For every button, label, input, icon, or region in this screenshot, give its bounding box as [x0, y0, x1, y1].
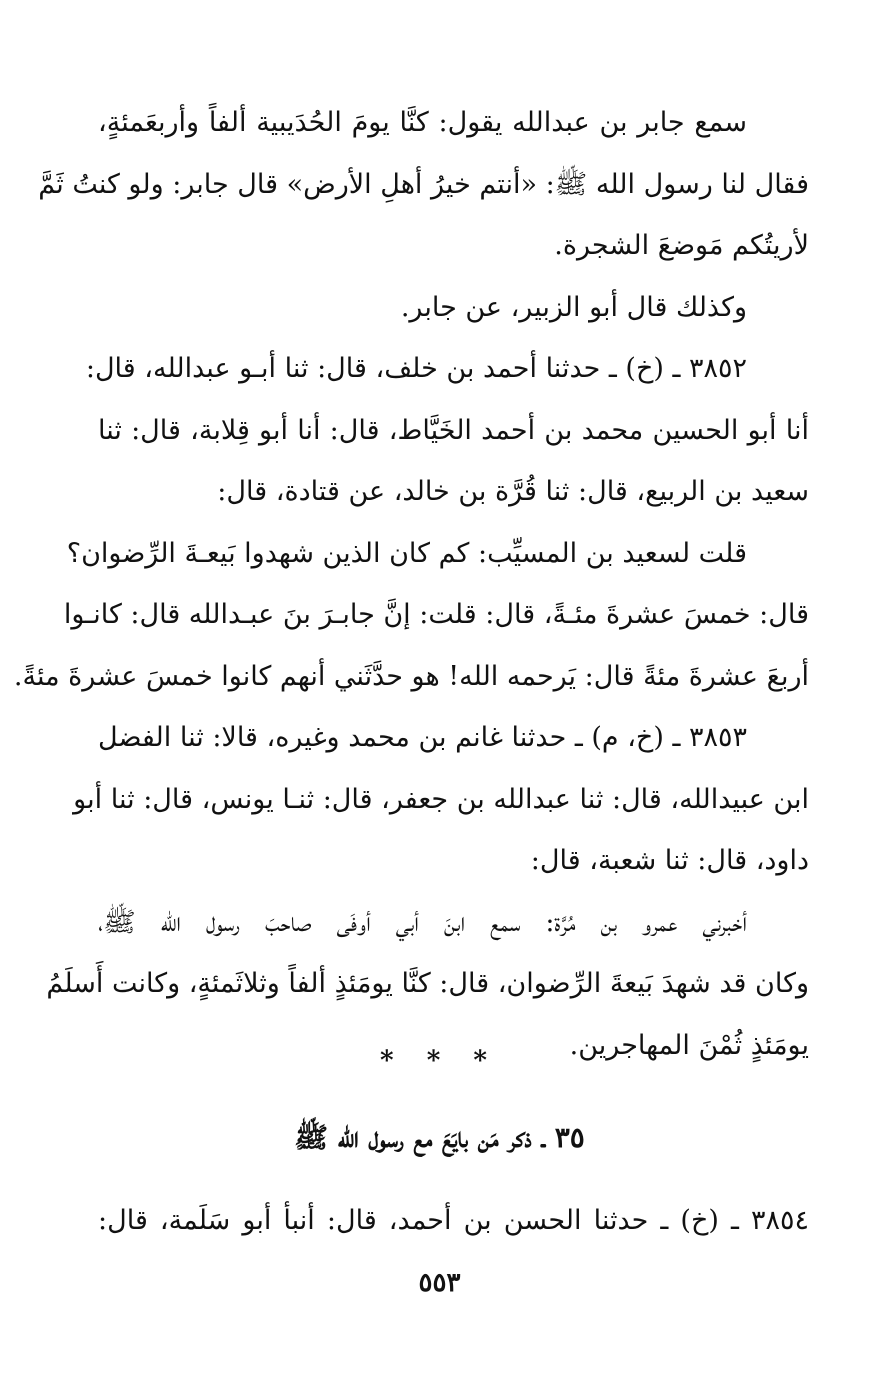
text-line: وكان قد شهدَ بَيعةَ الرِّضوان، قال: كنَّا يومَئذٍ ألفاً وثلاثَمئةٍ، وكانت أَسلَمُ [46, 968, 809, 999]
text-line: لأريتُكم مَوضعَ الشجرة. [554, 230, 809, 261]
text-line: قال: خمسَ عشرةَ مئـةً، قال: قلت: إنَّ جابـرَ بنَ عبـدالله قال: كانـوا [63, 599, 809, 630]
text-line: يومَئذٍ ثُمْنَ المهاجرين. [569, 1029, 809, 1061]
text-line: قلت لسعيد بن المسيِّب: كم كان الذين شهدوا بَيعـةَ الرِّضوان؟ [66, 537, 747, 569]
hadith-number-line: ٣٨٥٤ ـ (خ) ـ حدثنا الحسن بن أحمد، قال: أنبأ أبو سَلَمة، قال: [98, 1205, 809, 1236]
text-line: أنا أبو الحسين محمد بن أحمد الخَيَّاط، قال: أنا أبو قِلابة، قال: ثنا [98, 414, 809, 446]
page-number: ٥٥٣ [418, 1268, 461, 1298]
body-text [13, 92, 809, 1076]
text-line: سعيد بن الربيع، قال: ثنا قُرَّة بن خالد، عن قتادة، قال: [217, 476, 809, 507]
text-line: أخبرني عمرو بن مُرَّة: سمع ابنَ أبي أوفَى صاحبَ رسول الله ﷺ، [98, 906, 747, 938]
chapter-heading: ٣٥ ـ ذكر مَن بايَعَ مع رسول الله ﷺ [294, 1121, 585, 1154]
section-separator: * * * [380, 1046, 499, 1076]
text-line: وكذلك قال أبو الزبير، عن جابر. [400, 291, 747, 323]
hadith-number-line: ٣٨٥٣ ـ (خ، م) ـ حدثنا غانم بن محمد وغيره، قالا: ثنا الفضل [98, 722, 747, 753]
text-line: سمع جابر بن عبدالله يقول: كنَّا يومَ الحُدَيبية ألفاً وأربعَمئةٍ، [98, 107, 747, 138]
hadith-number-line: ٣٨٥٢ ـ (خ) ـ حدثنا أحمد بن خلف، قال: ثنا أبـو عبدالله، قال: [85, 353, 747, 384]
text-line: ابن عبيدالله، قال: ثنا عبدالله بن جعفر، قال: ثنـا يونس، قال: ثنا أبو [73, 783, 809, 815]
text-line: فقال لنا رسول الله ﷺ: «أنتم خيرُ أهلِ الأرض» قال جابر: ولو كنتُ ثَمَّ [38, 168, 809, 200]
text-line: أربعَ عشرةَ مئةً قال: يَرحمه الله! هو حدَّثَني أنهم كانوا خمسَ عشرةَ مئةً. [13, 660, 809, 692]
text-line: داود، قال: ثنا شعبة، قال: [530, 845, 809, 876]
